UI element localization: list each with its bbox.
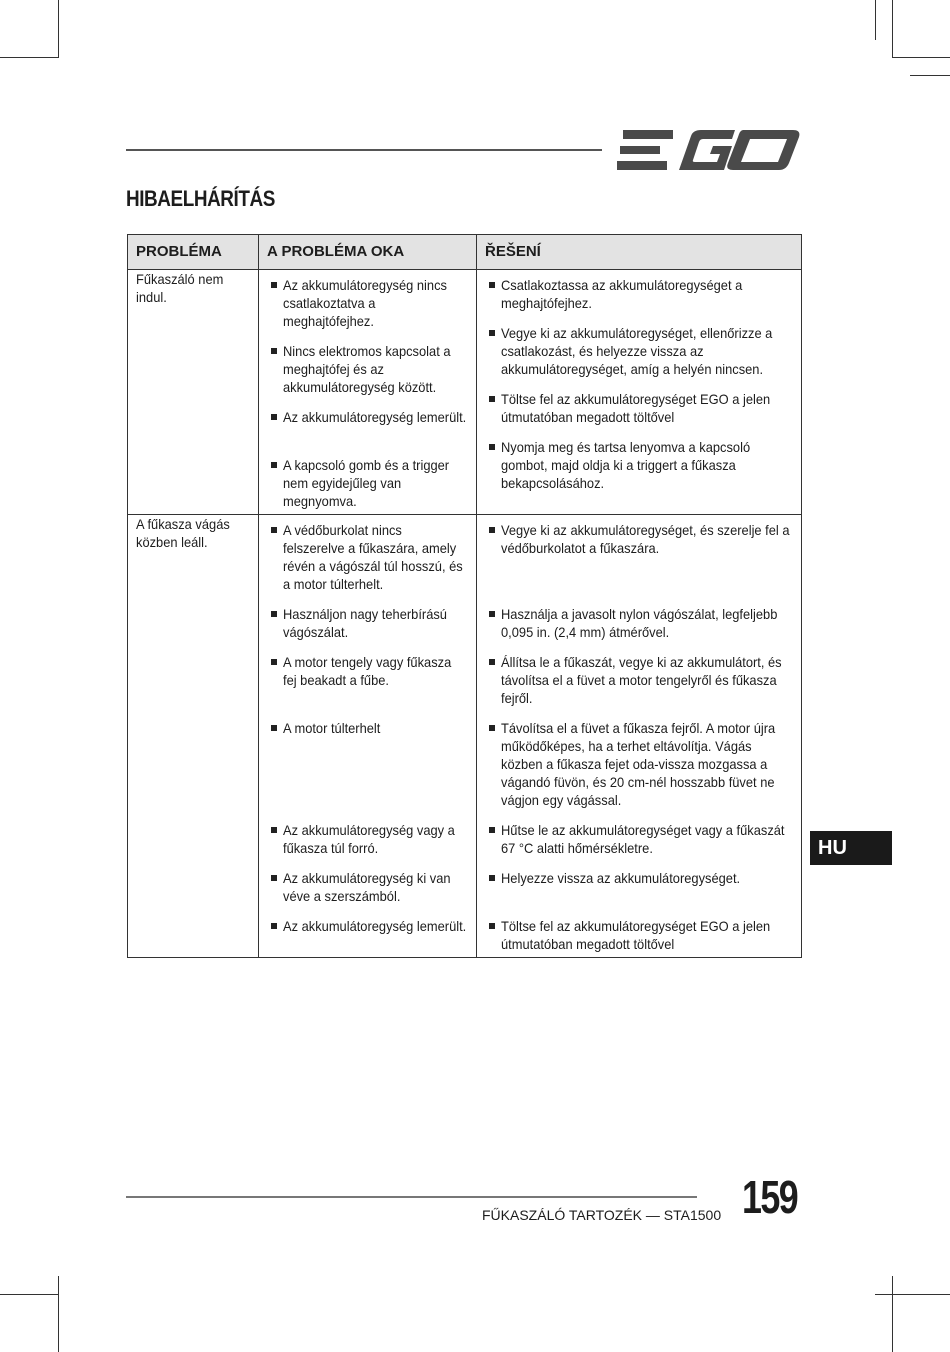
solution-cell [477, 515, 802, 958]
cause-text: A védőburkolat nincs felszerelve a fűkaszára, amely révén a vágószál túl hosszú, és a motor túlterhelt. [283, 522, 463, 592]
cause-text: A motor túlterhelt [283, 720, 381, 736]
crop-mark [0, 1294, 58, 1295]
cause-text: A kapcsoló gomb és a trigger nem egyidejűleg van megnyomva. [283, 457, 450, 509]
list-item [267, 276, 468, 330]
column-header-solution: ŘEŠENÍ [477, 235, 802, 270]
cause-cell [259, 515, 477, 958]
crop-mark [875, 1294, 950, 1295]
solution-cell [477, 270, 802, 515]
solution-text: Helyezze vissza az akkumulátoregységet. [501, 870, 741, 886]
troubleshooting-table [127, 234, 802, 958]
crop-mark [0, 57, 58, 58]
list-item [485, 276, 793, 312]
list-item [485, 719, 793, 809]
problem-text: A fűkasza vágás közben leáll. [136, 516, 230, 550]
list-item [267, 521, 468, 593]
cause-cell [259, 270, 477, 515]
list-item [485, 521, 793, 557]
list-item [485, 438, 793, 492]
list-item [485, 917, 793, 953]
solution-text: Távolítsa el a füvet a fűkasza fejről. A motor újra működőképes, ha a terhet eltávolítja. Vágás közben a fűkasza fejet oda-vissza mozgassa a vágandó füvön, és 20 cm-nél hosszabb füvet ne vágjon egy vágással. [501, 720, 776, 808]
list-item [485, 821, 793, 857]
list-item [267, 456, 468, 510]
cause-text: Használjon nagy teherbírású vágószálat. [283, 606, 447, 640]
ego-logo [617, 127, 801, 173]
table-row [128, 515, 802, 958]
cause-text: A motor tengely vagy fűkasza fej beakadt a fűbe. [283, 654, 452, 688]
footer-text: FŰKASZÁLÓ TARTOZÉK — STA1500 [482, 1207, 722, 1223]
solution-text: Nyomja meg és tartsa lenyomva a kapcsoló gombot, majd oldja ki a triggert a fűkasza bekapcsolásához. [501, 439, 751, 491]
solution-text: Töltse fel az akkumulátoregységet EGO a jelen útmutatóban megadott töltővel [501, 918, 771, 952]
list-item [267, 408, 468, 426]
cause-text: Az akkumulátoregység lemerült. [283, 409, 467, 425]
problem-cell [128, 270, 259, 515]
crop-mark [892, 0, 893, 58]
page-title: HIBAELHÁRÍTÁS [126, 186, 275, 211]
crop-mark [58, 0, 59, 58]
table-row [128, 270, 802, 515]
solution-text: Töltse fel az akkumulátoregységet EGO a jelen útmutatóban megadott töltővel [501, 391, 771, 425]
column-header-problem: PROBLÉMA [128, 235, 259, 270]
problem-text: Fűkaszáló nem indul. [136, 271, 224, 305]
crop-mark [892, 57, 950, 58]
list-item [267, 869, 468, 905]
language-tab: HU [810, 831, 892, 865]
solution-text: Vegye ki az akkumulátoregységet, ellenőrizze a csatlakozást, és helyezze vissza az akkumulátoregységet, amíg a helyén nincsen. [501, 325, 773, 377]
list-item [485, 869, 793, 887]
footer-rule [126, 1196, 697, 1198]
cause-text: Az akkumulátoregység lemerült. [283, 918, 467, 934]
solution-text: Vegye ki az akkumulátoregységet, és szerelje fel a védőburkolatot a fűkaszára. [501, 522, 790, 556]
list-item [267, 821, 468, 857]
solution-text: Csatlakoztassa az akkumulátoregységet a meghajtófejhez. [501, 277, 743, 311]
problem-cell [128, 515, 259, 958]
list-item [267, 653, 468, 689]
list-item [485, 324, 793, 378]
list-item [267, 342, 468, 396]
cause-text: Az akkumulátoregység vagy a fűkasza túl forró. [283, 822, 455, 856]
list-item [267, 605, 468, 641]
list-item [267, 719, 468, 737]
header-rule [126, 149, 602, 151]
list-item [485, 605, 793, 641]
crop-mark [875, 0, 876, 40]
cause-text: Az akkumulátoregység ki van véve a szerszámból. [283, 870, 451, 904]
solution-text: Hűtse le az akkumulátoregységet vagy a fűkaszát 67 °C alatti hőmérsékletre. [501, 822, 785, 856]
list-item [267, 917, 468, 935]
list-item [485, 653, 793, 707]
cause-text: Az akkumulátoregység nincs csatlakoztatva a meghajtófejhez. [283, 277, 447, 329]
crop-mark [910, 75, 950, 76]
solution-text: Állítsa le a fűkaszát, vegye ki az akkumulátort, és távolítsa el a füvet a motor tengelyről és fűkasza fejről. [501, 654, 782, 706]
table-header-row [128, 235, 802, 270]
list-item [485, 390, 793, 426]
column-header-cause: A PROBLÉMA OKA [259, 235, 477, 270]
crop-mark [892, 1276, 893, 1352]
solution-text: Használja a javasolt nylon vágószálat, legfeljebb 0,095 in. (2,4 mm) átmérővel. [501, 606, 778, 640]
crop-mark [58, 1276, 59, 1352]
cause-text: Nincs elektromos kapcsolat a meghajtófej és az akkumulátoregység között. [283, 343, 451, 395]
page-number: 159 [742, 1171, 798, 1223]
